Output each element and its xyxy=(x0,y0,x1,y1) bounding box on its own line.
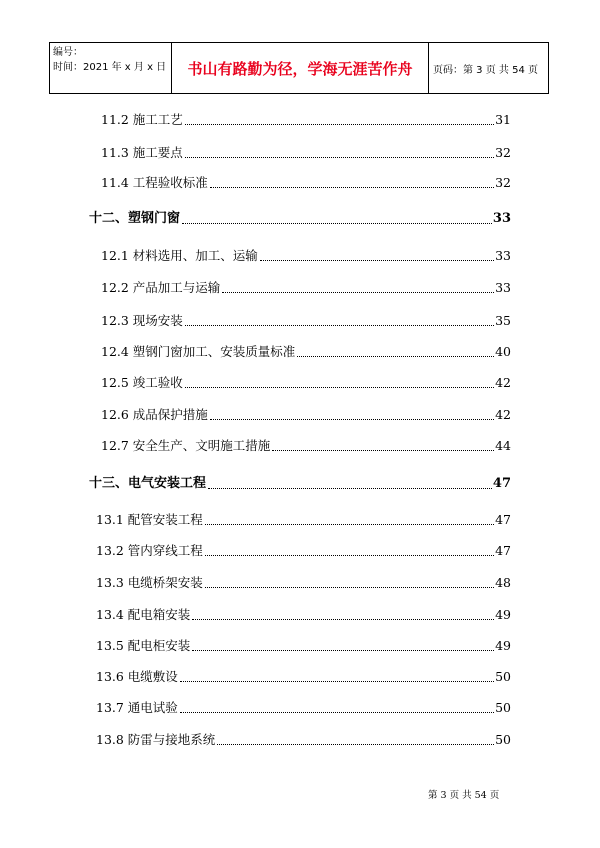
toc-page-number: 50 xyxy=(495,669,511,684)
toc-dot-leader xyxy=(205,555,494,556)
toc-entry-row[interactable] xyxy=(101,279,511,297)
header-motto: 书山有路勤为径，学海无涯苦作舟 xyxy=(172,43,429,93)
toc-entry-label: 十三、电气安装工程 xyxy=(89,476,207,491)
toc-page-number: 47 xyxy=(495,512,511,527)
toc-dot-leader xyxy=(260,260,494,261)
header-page-info: 页码：第 3 页 共 54 页 xyxy=(433,64,538,76)
toc-entry-label: 11.4 工程验收标准 xyxy=(101,175,208,190)
toc-entry-row[interactable] xyxy=(96,637,511,655)
toc-dot-leader xyxy=(185,157,494,158)
toc-page-number: 49 xyxy=(495,638,511,653)
toc-entry-label: 12.7 安全生产、文明施工措施 xyxy=(101,438,271,453)
toc-entry-label: 13.3 电缆桥架安装 xyxy=(96,575,203,590)
toc-entry-label: 12.4 塑钢门窗加工、安装质量标准 xyxy=(101,344,296,359)
toc-entry-row[interactable] xyxy=(101,437,511,455)
toc-dot-leader xyxy=(192,650,494,651)
toc-dot-leader xyxy=(180,712,494,713)
toc-page-number: 31 xyxy=(495,112,511,127)
page-footer: 第 3 页 共 54 页 xyxy=(428,790,500,801)
toc-chapter-row[interactable] xyxy=(89,210,511,228)
toc-dot-leader xyxy=(205,587,494,588)
toc-dot-leader xyxy=(210,187,494,188)
toc-entry-row[interactable] xyxy=(101,374,511,392)
toc-dot-leader xyxy=(222,292,494,293)
toc-entry-row[interactable] xyxy=(101,343,511,361)
toc-entry-label: 十二、塑钢门窗 xyxy=(89,211,181,226)
toc-dot-leader xyxy=(217,744,494,745)
toc-page-number: 48 xyxy=(495,575,511,590)
toc-entry-row[interactable] xyxy=(96,542,511,560)
toc-entry-label: 12.5 竣工验收 xyxy=(101,375,183,390)
toc-page-number: 35 xyxy=(495,313,511,328)
toc-page-number: 49 xyxy=(495,607,511,622)
toc-entry-row[interactable] xyxy=(96,574,511,592)
toc-page-number: 50 xyxy=(495,732,511,747)
toc-entry-row[interactable] xyxy=(96,511,511,529)
header-time-label: 时间：2021 年 x 月 x 日 xyxy=(53,62,167,73)
toc-dot-leader xyxy=(180,681,494,682)
toc-dot-leader xyxy=(297,356,494,357)
toc-entry-label: 12.2 产品加工与运输 xyxy=(101,280,221,295)
header-number-label: 编号： xyxy=(53,47,83,58)
toc-entry-row[interactable] xyxy=(101,406,511,424)
toc-entry-row[interactable] xyxy=(96,731,511,749)
toc-entry-label: 12.1 材料选用、加工、运输 xyxy=(101,248,258,263)
toc-entry-label: 11.3 施工要点 xyxy=(101,145,183,160)
toc-page-number: 32 xyxy=(495,145,511,160)
toc-entry-row[interactable] xyxy=(101,247,511,265)
toc-page-number: 32 xyxy=(495,175,511,190)
toc-page-number: 47 xyxy=(495,543,511,558)
toc-entry-label: 13.6 电缆敷设 xyxy=(96,669,178,684)
toc-entry-row[interactable] xyxy=(101,144,511,162)
toc-dot-leader xyxy=(205,524,494,525)
toc-chapter-row[interactable] xyxy=(89,475,511,493)
toc-entry-label: 13.8 防雷与接地系统 xyxy=(96,732,216,747)
toc-entry-label: 13.2 管内穿线工程 xyxy=(96,543,203,558)
toc-entry-row[interactable] xyxy=(96,606,511,624)
toc-page-number: 47 xyxy=(492,476,511,491)
toc-page-number: 50 xyxy=(495,700,511,715)
toc-entry-label: 13.5 配电柜安装 xyxy=(96,638,191,653)
toc-dot-leader xyxy=(192,619,494,620)
toc-entry-label: 12.3 现场安装 xyxy=(101,313,183,328)
toc-dot-leader xyxy=(182,223,492,224)
toc-entry-label: 13.7 通电试验 xyxy=(96,700,178,715)
toc-dot-leader xyxy=(185,387,494,388)
toc-page-number: 33 xyxy=(492,211,511,226)
toc-dot-leader xyxy=(185,325,494,326)
page-header xyxy=(49,42,549,94)
toc-entry-row[interactable] xyxy=(96,668,511,686)
toc-page-number: 33 xyxy=(495,280,511,295)
toc-page-number: 42 xyxy=(495,375,511,390)
toc-entry-label: 12.6 成品保护措施 xyxy=(101,407,208,422)
toc-entry-row[interactable] xyxy=(101,174,511,192)
toc-page-number: 40 xyxy=(495,344,511,359)
toc-page-number: 44 xyxy=(495,438,511,453)
toc-entry-row[interactable] xyxy=(101,312,511,330)
toc-page-number: 42 xyxy=(495,407,511,422)
toc-entry-label: 13.1 配管安装工程 xyxy=(96,512,203,527)
toc-entry-label: 13.4 配电箱安装 xyxy=(96,607,191,622)
toc-dot-leader xyxy=(208,488,492,489)
toc-entry-row[interactable] xyxy=(96,699,511,717)
toc-entry-row[interactable] xyxy=(101,111,511,129)
toc-page-number: 33 xyxy=(495,248,511,263)
toc-dot-leader xyxy=(210,419,494,420)
toc-dot-leader xyxy=(185,124,494,125)
toc-dot-leader xyxy=(272,450,494,451)
header-meta xyxy=(50,43,172,93)
toc-entry-label: 11.2 施工工艺 xyxy=(101,112,183,127)
